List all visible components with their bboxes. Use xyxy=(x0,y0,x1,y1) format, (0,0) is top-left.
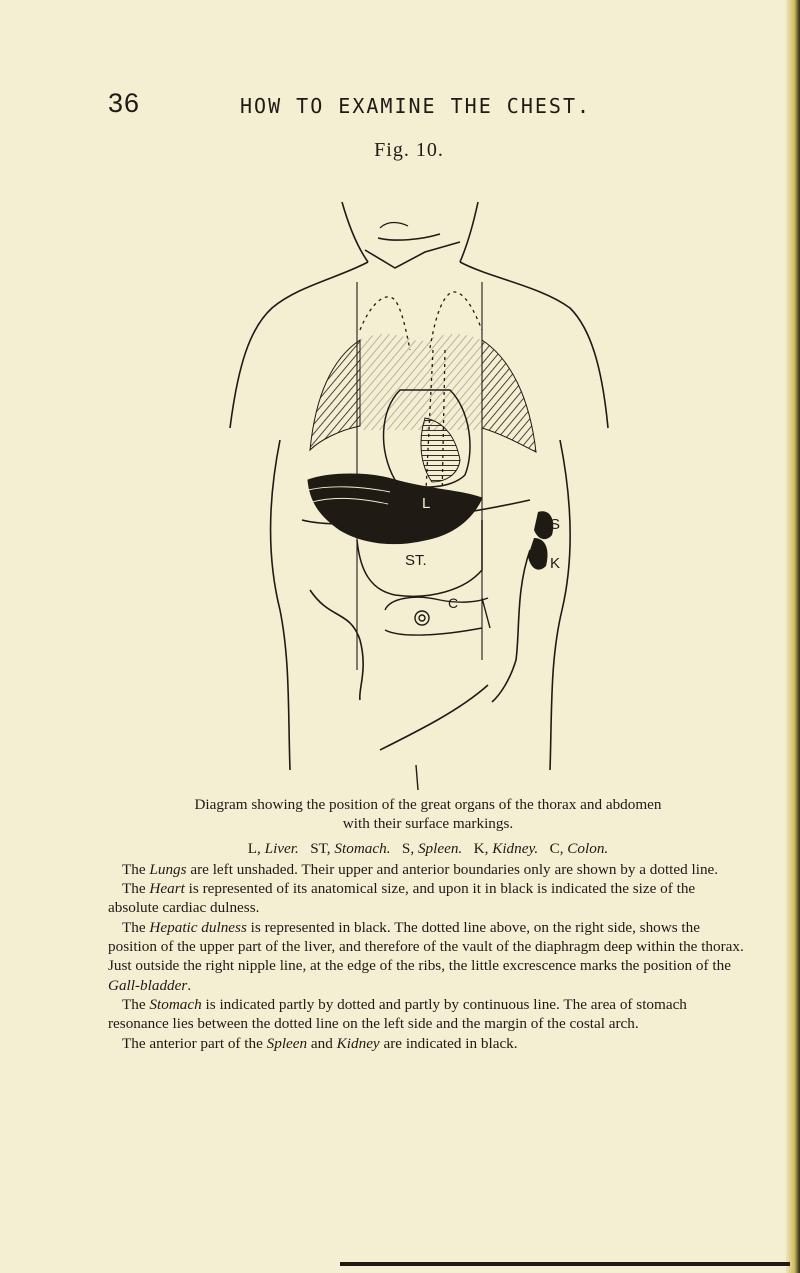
figure-label: Fig. 10. xyxy=(374,139,444,161)
stomach-before: The xyxy=(122,995,150,1013)
stomach-after: is indicated partly by dotted and partly by continuous line. The area of stomach resonance lies between the dotted line on the left side and the margin of the costal arch. xyxy=(108,995,687,1033)
legend-name-spleen: Spleen. xyxy=(417,839,463,857)
paragraph-spleen-kidney xyxy=(108,1034,748,1053)
liver-dulness xyxy=(308,474,482,544)
legend-abbr-liver: L, xyxy=(247,839,261,857)
legend-abbr-spleen: S, xyxy=(401,839,415,857)
page-number: 36 xyxy=(108,88,141,118)
paragraph-lungs xyxy=(108,860,748,879)
spleen-kidney-after: are indicated in black. xyxy=(379,1034,518,1052)
paragraph-stomach xyxy=(108,995,748,1034)
hepatic-before: The xyxy=(122,918,150,936)
lungs-term: Lungs xyxy=(149,860,187,878)
legend-name-kidney: Kidney. xyxy=(492,839,539,857)
lungs-before: The xyxy=(122,860,150,878)
caption-line-2: with their surface markings. xyxy=(342,815,514,833)
heart-term: Heart xyxy=(149,880,185,898)
running-head: HOW TO EXAMINE THE CHEST. xyxy=(240,94,592,118)
heart-after: is represented of its anatomical size, and upon it in black is indicated the size of the absolute cardiac dulness. xyxy=(108,880,696,917)
lungs-after: are left unshaded. Their upper and anterior boundaries only are shown by a dotted line. xyxy=(186,860,719,878)
paragraph-hepatic xyxy=(108,918,748,995)
anatomical-diagram xyxy=(220,190,620,790)
figure-caption xyxy=(108,795,748,834)
hepatic-end: . xyxy=(187,976,192,994)
stomach-term: Stomach xyxy=(149,995,202,1013)
figure-legend xyxy=(108,839,748,858)
label-L: L xyxy=(422,495,431,512)
heart-before: The xyxy=(122,880,150,898)
label-ST: ST. xyxy=(405,552,427,569)
spleen-kidney-before: The anterior part of the xyxy=(122,1034,267,1052)
legend-abbr-colon: C, xyxy=(549,839,564,857)
spleen-kidney-mid: and xyxy=(307,1034,337,1052)
legend-name-liver: Liver. xyxy=(264,839,299,857)
kidney-term: Kidney xyxy=(336,1034,380,1052)
bottom-rule xyxy=(340,1262,790,1266)
paragraph-heart xyxy=(108,879,748,918)
legend-abbr-stomach: ST, xyxy=(310,839,331,857)
page-edge xyxy=(786,0,800,1273)
hepatic-after: is represented in black. The dotted line above, on the right side, shows the position of the upper part of the liver, and therefore of the vault of the diaphragm deep within the thorax. Just outside the right nipple line, at the edge of the ribs, the little excrescence marks the position of the xyxy=(108,918,744,975)
text-block xyxy=(108,795,748,1053)
page-header xyxy=(108,88,728,128)
hepatic-term2: Gall-bladder xyxy=(108,976,188,994)
legend-name-colon: Colon. xyxy=(567,839,609,857)
label-K: K xyxy=(550,555,561,572)
caption-line-1: Diagram showing the position of the great organs of the thorax and abdomen xyxy=(194,796,662,813)
legend-name-stomach: Stomach. xyxy=(334,839,391,857)
spleen-term: Spleen xyxy=(266,1034,308,1052)
hepatic-term: Hepatic dulness xyxy=(149,918,247,936)
label-C: C xyxy=(448,595,459,611)
label-S: S xyxy=(550,516,561,533)
legend-abbr-kidney: K, xyxy=(473,839,489,857)
colon-outline xyxy=(385,597,490,635)
